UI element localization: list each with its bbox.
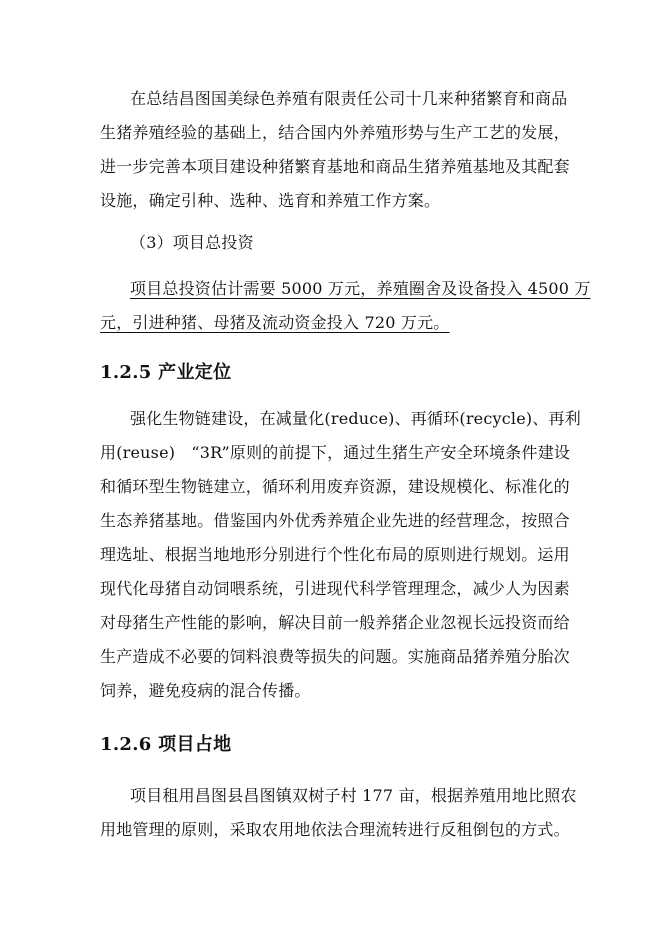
paragraph-line: 用(reuse) “3R”原则的前提下，通过生猪生产安全环境条件建设 (100, 443, 571, 462)
paragraph-line: 对母猪生产性能的影响，解决目前一般养猪企业忽视长远投资而给 (100, 613, 570, 632)
paragraph-line: 强化生物链建设，在减量化(reduce)、再循环(recycle)、再利 (130, 409, 581, 428)
section-heading-1-2-5: 1.2.5 产业定位 (100, 362, 232, 383)
paragraph-line: 进一步完善本项目建设种猪繁育基地和商品生猪养殖基地及其配套 (100, 157, 570, 176)
section-heading-1-2-6: 1.2.6 项目占地 (100, 734, 232, 755)
paragraph-line: 饲养，避免疫病的混合传播。 (100, 681, 311, 700)
paragraph-line: 理选址、根据当地地形分别进行个性化布局的原则进行规划。运用 (100, 545, 570, 564)
paragraph-line: 用地管理的原则，采取农用地依法合理流转进行反租倒包的方式。 (100, 820, 570, 839)
paragraph-line: 生产造成不必要的饲料浪费等损失的问题。实施商品猪养殖分胎次 (100, 647, 570, 666)
investment-line: 元，引进种猪、母猪及流动资金投入 720 万元。 (100, 313, 450, 332)
subsection-label: （3）项目总投资 (130, 233, 254, 252)
paragraph-line: 项目租用昌图县昌图镇双树子村 177 亩，根据养殖用地比照农 (130, 786, 577, 805)
paragraph-line: 和循环型生物链建立，循环利用废弃资源，建设规模化、标准化的 (100, 477, 570, 496)
paragraph-line: 生猪养殖经验的基础上，结合国内外养殖形势与生产工艺的发展， (100, 123, 570, 142)
paragraph-line: 生态养猪基地。借鉴国内外优秀养殖企业先进的经营理念，按照合 (100, 511, 570, 530)
investment-line: 项目总投资估计需要 5000 万元，养殖圈舍及设备投入 4500 万 (130, 279, 591, 298)
paragraph-line: 现代化母猪自动饲喂系统，引进现代科学管理理念，减少人为因素 (100, 579, 570, 598)
paragraph-line: 在总结昌图国美绿色养殖有限责任公司十几来种猪繁育和商品 (130, 89, 568, 108)
paragraph-line: 设施，确定引种、选种、选育和养殖工作方案。 (100, 191, 441, 210)
